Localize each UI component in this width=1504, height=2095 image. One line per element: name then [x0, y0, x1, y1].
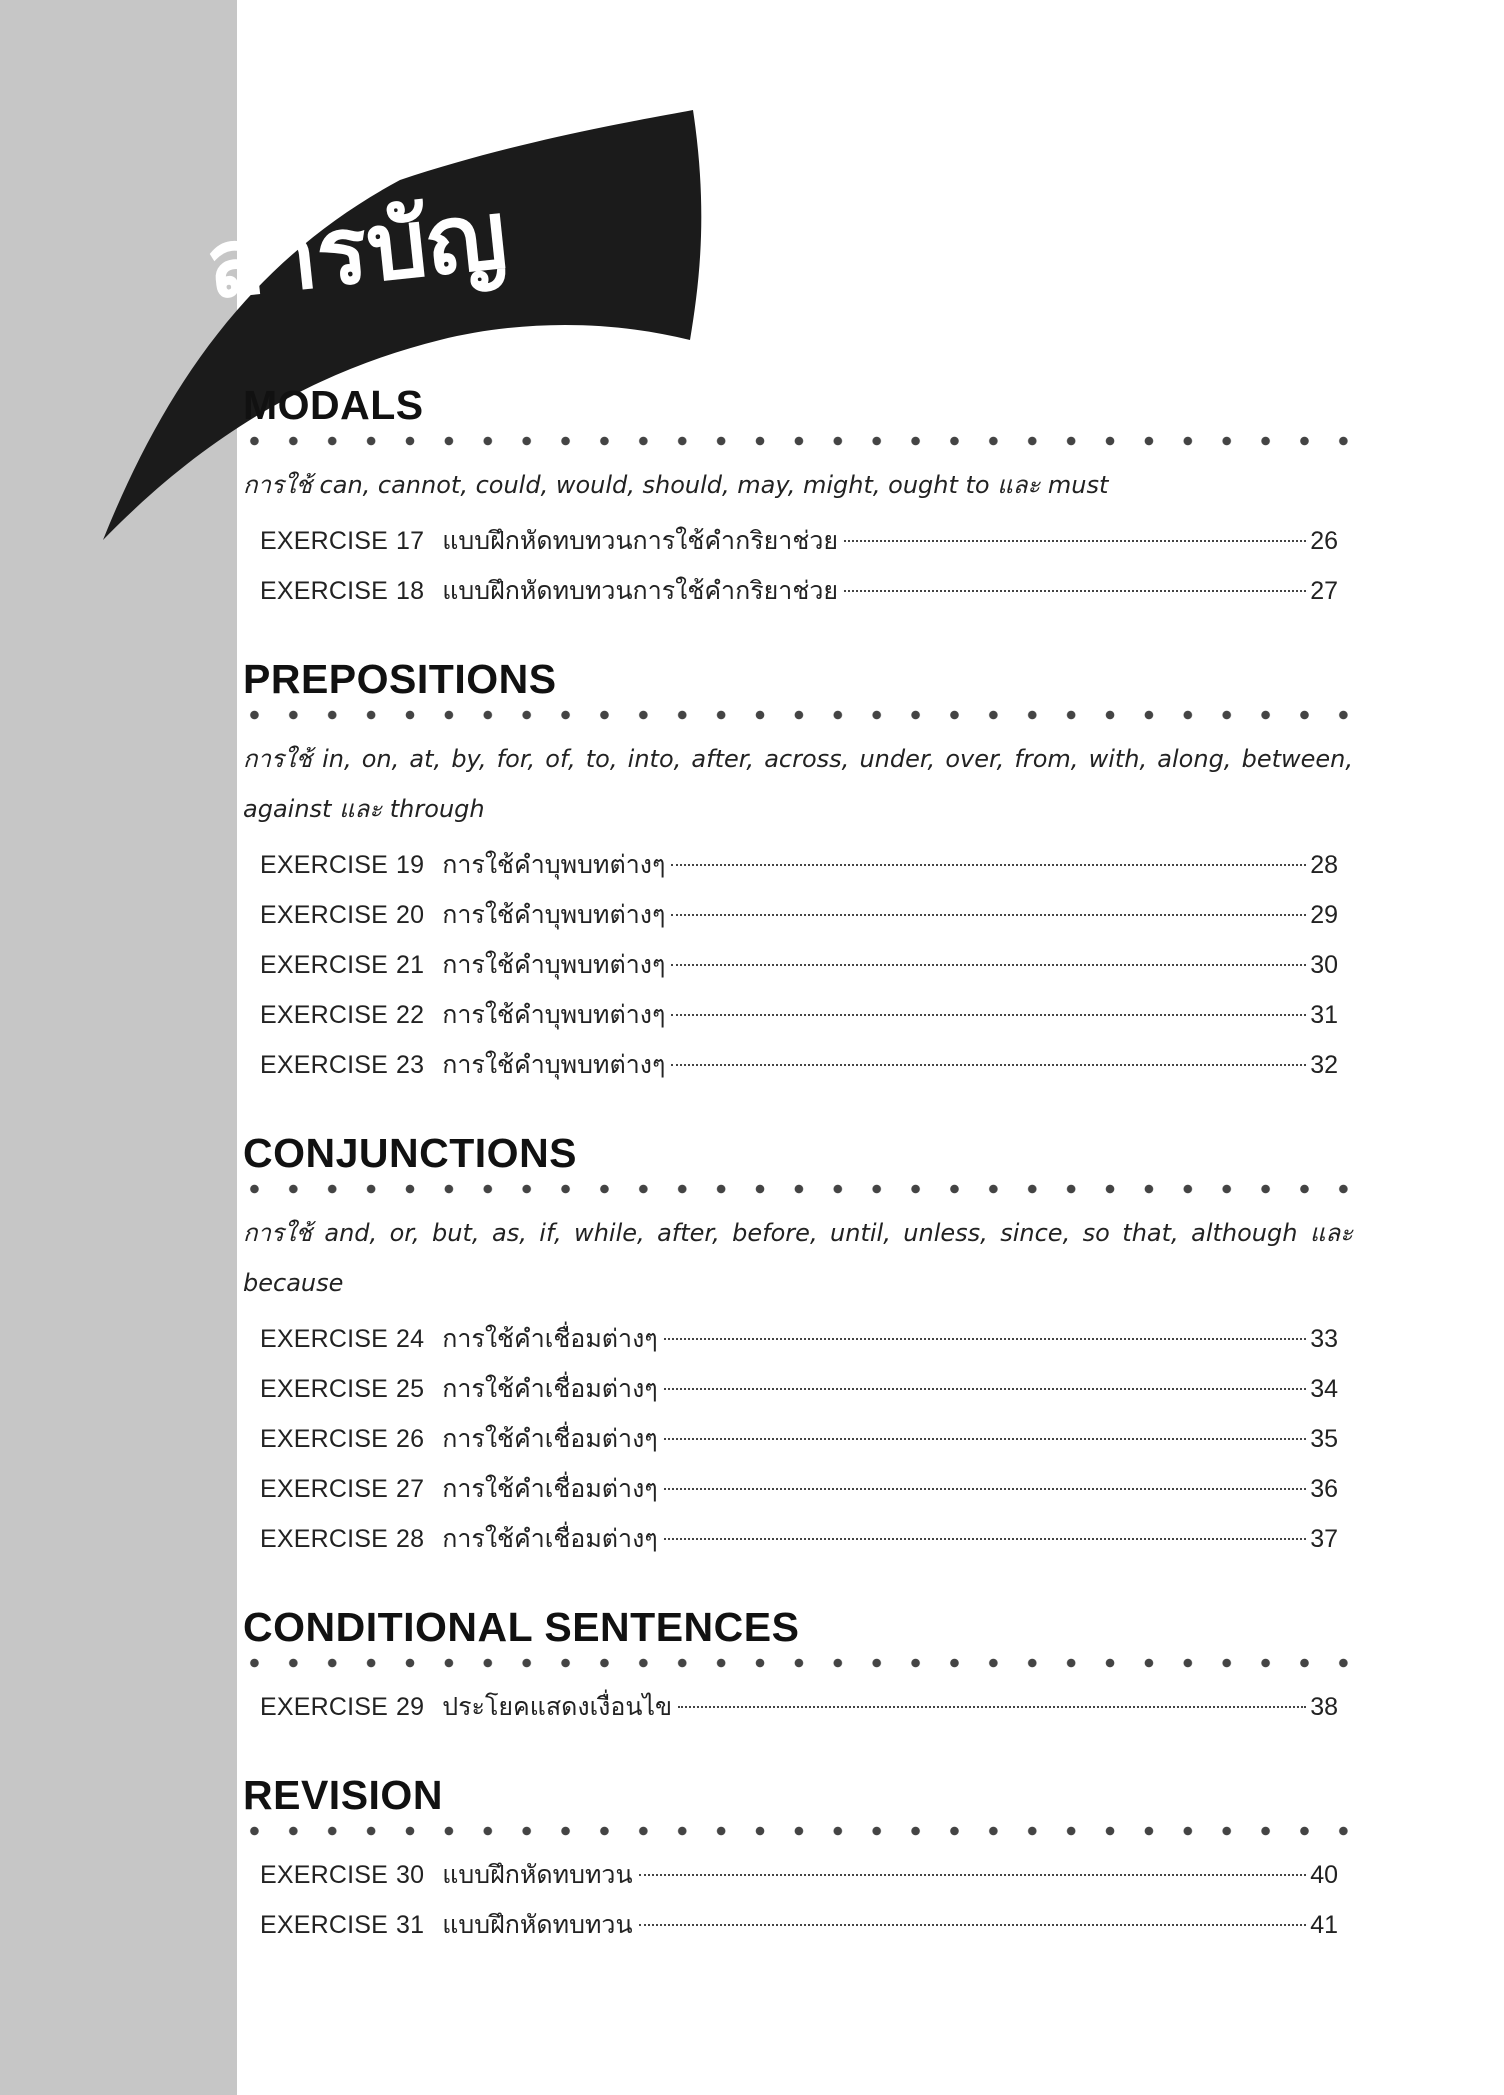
exercise-title: การใช้คำบุพบทต่างๆ	[442, 900, 666, 929]
page-number: 33	[1310, 1325, 1338, 1353]
toc-entry[interactable]	[260, 1514, 1338, 1564]
exercise-number: 28	[396, 1525, 425, 1553]
dot-divider	[243, 1654, 1363, 1672]
section-title: MODALS	[243, 382, 424, 428]
section-modals	[243, 380, 1363, 616]
exercise-number: 21	[396, 951, 425, 979]
dot-leader	[664, 1388, 1306, 1390]
exercise-label: EXERCISE	[260, 527, 389, 555]
section-description: การใช้ in, on, at, by, for, of, to, into, after, across, under, over, from, with, along, between, against และ through	[243, 745, 1353, 823]
toc-entry[interactable]	[260, 516, 1338, 566]
exercise-list	[243, 1850, 1363, 1950]
page-number: 26	[1310, 527, 1338, 555]
exercise-list	[243, 840, 1363, 1090]
exercise-number: 30	[396, 1861, 425, 1889]
dot-divider	[243, 706, 1363, 724]
dot-divider	[243, 1822, 1363, 1840]
page-number: 36	[1310, 1475, 1338, 1503]
exercise-title: การใช้คำบุพบทต่างๆ	[442, 850, 666, 879]
page-number: 40	[1310, 1861, 1338, 1889]
dot-leader	[671, 1014, 1306, 1016]
exercise-label: EXERCISE	[260, 1001, 389, 1029]
exercise-title: การใช้คำเชื่อมต่างๆ	[442, 1524, 658, 1553]
exercise-label: EXERCISE	[260, 851, 389, 879]
toc-entry[interactable]	[260, 1900, 1338, 1950]
dot-leader	[664, 1538, 1306, 1540]
exercise-title: การใช้คำเชื่อมต่างๆ	[442, 1324, 658, 1353]
page-number: 31	[1310, 1001, 1338, 1029]
section-conditional-sentences	[243, 1602, 1363, 1732]
toc-entry[interactable]	[260, 1464, 1338, 1514]
dot-leader	[664, 1488, 1306, 1490]
exercise-number: 17	[396, 527, 425, 555]
section-title: REVISION	[243, 1772, 443, 1818]
toc-entry[interactable]	[260, 1414, 1338, 1464]
exercise-label: EXERCISE	[260, 577, 389, 605]
dot-leader	[639, 1874, 1307, 1876]
toc-entry[interactable]	[260, 1040, 1338, 1090]
dot-divider	[243, 432, 1363, 450]
exercise-title: แบบฝึกหัดทบทวน	[442, 1910, 633, 1939]
exercise-number: 31	[396, 1911, 425, 1939]
exercise-number: 20	[396, 901, 425, 929]
page-number: 28	[1310, 851, 1338, 879]
exercise-list	[243, 516, 1363, 616]
exercise-title: แบบฝึกหัดทบทวน	[442, 1860, 633, 1889]
exercise-list	[243, 1314, 1363, 1564]
page-number: 27	[1310, 577, 1338, 605]
exercise-title: การใช้คำบุพบทต่างๆ	[442, 1050, 666, 1079]
toc-entry[interactable]	[260, 890, 1338, 940]
dot-leader	[678, 1706, 1306, 1708]
toc-entry[interactable]	[260, 1682, 1338, 1732]
exercise-number: 23	[396, 1051, 425, 1079]
dot-leader	[671, 964, 1306, 966]
exercise-label: EXERCISE	[260, 1693, 389, 1721]
page-number: 32	[1310, 1051, 1338, 1079]
dot-leader	[671, 864, 1306, 866]
dot-leader	[664, 1338, 1306, 1340]
dot-leader	[671, 1064, 1306, 1066]
section-conjunctions	[243, 1128, 1363, 1564]
section-description: การใช้ and, or, but, as, if, while, after, before, until, unless, since, so that, although และ because	[243, 1219, 1353, 1297]
dot-leader	[671, 914, 1306, 916]
section-title: CONJUNCTIONS	[243, 1130, 578, 1176]
exercise-label: EXERCISE	[260, 1325, 389, 1353]
exercise-label: EXERCISE	[260, 1911, 389, 1939]
page-number: 37	[1310, 1525, 1338, 1553]
exercise-number: 19	[396, 851, 425, 879]
dot-leader	[664, 1438, 1306, 1440]
exercise-number: 24	[396, 1325, 425, 1353]
exercise-label: EXERCISE	[260, 1861, 389, 1889]
exercise-label: EXERCISE	[260, 901, 389, 929]
exercise-label: EXERCISE	[260, 1051, 389, 1079]
page-number: 41	[1310, 1911, 1338, 1939]
section-prepositions	[243, 654, 1363, 1090]
exercise-title: แบบฝึกหัดทบทวนการใช้คำกริยาช่วย	[442, 526, 839, 555]
exercise-title: การใช้คำเชื่อมต่างๆ	[442, 1424, 658, 1453]
dot-leader	[844, 540, 1306, 542]
exercise-number: 25	[396, 1375, 425, 1403]
exercise-number: 29	[396, 1693, 425, 1721]
exercise-number: 26	[396, 1425, 425, 1453]
toc-entry[interactable]	[260, 940, 1338, 990]
toc-content	[243, 380, 1363, 1950]
toc-entry[interactable]	[260, 840, 1338, 890]
exercise-label: EXERCISE	[260, 1375, 389, 1403]
page-number: 38	[1310, 1693, 1338, 1721]
section-revision	[243, 1770, 1363, 1950]
toc-entry[interactable]	[260, 1850, 1338, 1900]
exercise-number: 22	[396, 1001, 425, 1029]
page-number: 29	[1310, 901, 1338, 929]
section-description: การใช้ can, cannot, could, would, should, may, might, ought to และ must	[243, 471, 1109, 499]
exercise-title: การใช้คำเชื่อมต่างๆ	[442, 1474, 658, 1503]
exercise-label: EXERCISE	[260, 1475, 389, 1503]
exercise-title: ประโยคแสดงเงื่อนไข	[442, 1692, 673, 1721]
exercise-label: EXERCISE	[260, 1425, 389, 1453]
exercise-label: EXERCISE	[260, 951, 389, 979]
toc-entry[interactable]	[260, 1364, 1338, 1414]
exercise-title: การใช้คำบุพบทต่างๆ	[442, 1000, 666, 1029]
dot-leader	[639, 1924, 1307, 1926]
page-number: 30	[1310, 951, 1338, 979]
toc-entry[interactable]	[260, 566, 1338, 616]
dot-divider	[243, 1180, 1363, 1198]
exercise-label: EXERCISE	[260, 1525, 389, 1553]
exercise-number: 27	[396, 1475, 425, 1503]
toc-title: สารบัญ	[201, 180, 512, 321]
toc-entry[interactable]	[260, 1314, 1338, 1364]
exercise-number: 18	[396, 577, 425, 605]
section-title: CONDITIONAL SENTENCES	[243, 1604, 800, 1650]
section-title: PREPOSITIONS	[243, 656, 557, 702]
exercise-title: การใช้คำเชื่อมต่างๆ	[442, 1374, 658, 1403]
exercise-title: แบบฝึกหัดทบทวนการใช้คำกริยาช่วย	[442, 576, 839, 605]
dot-leader	[844, 590, 1306, 592]
exercise-title: การใช้คำบุพบทต่างๆ	[442, 950, 666, 979]
toc-entry[interactable]	[260, 990, 1338, 1040]
exercise-list	[243, 1682, 1363, 1732]
page-number: 35	[1310, 1425, 1338, 1453]
page-number: 34	[1310, 1375, 1338, 1403]
